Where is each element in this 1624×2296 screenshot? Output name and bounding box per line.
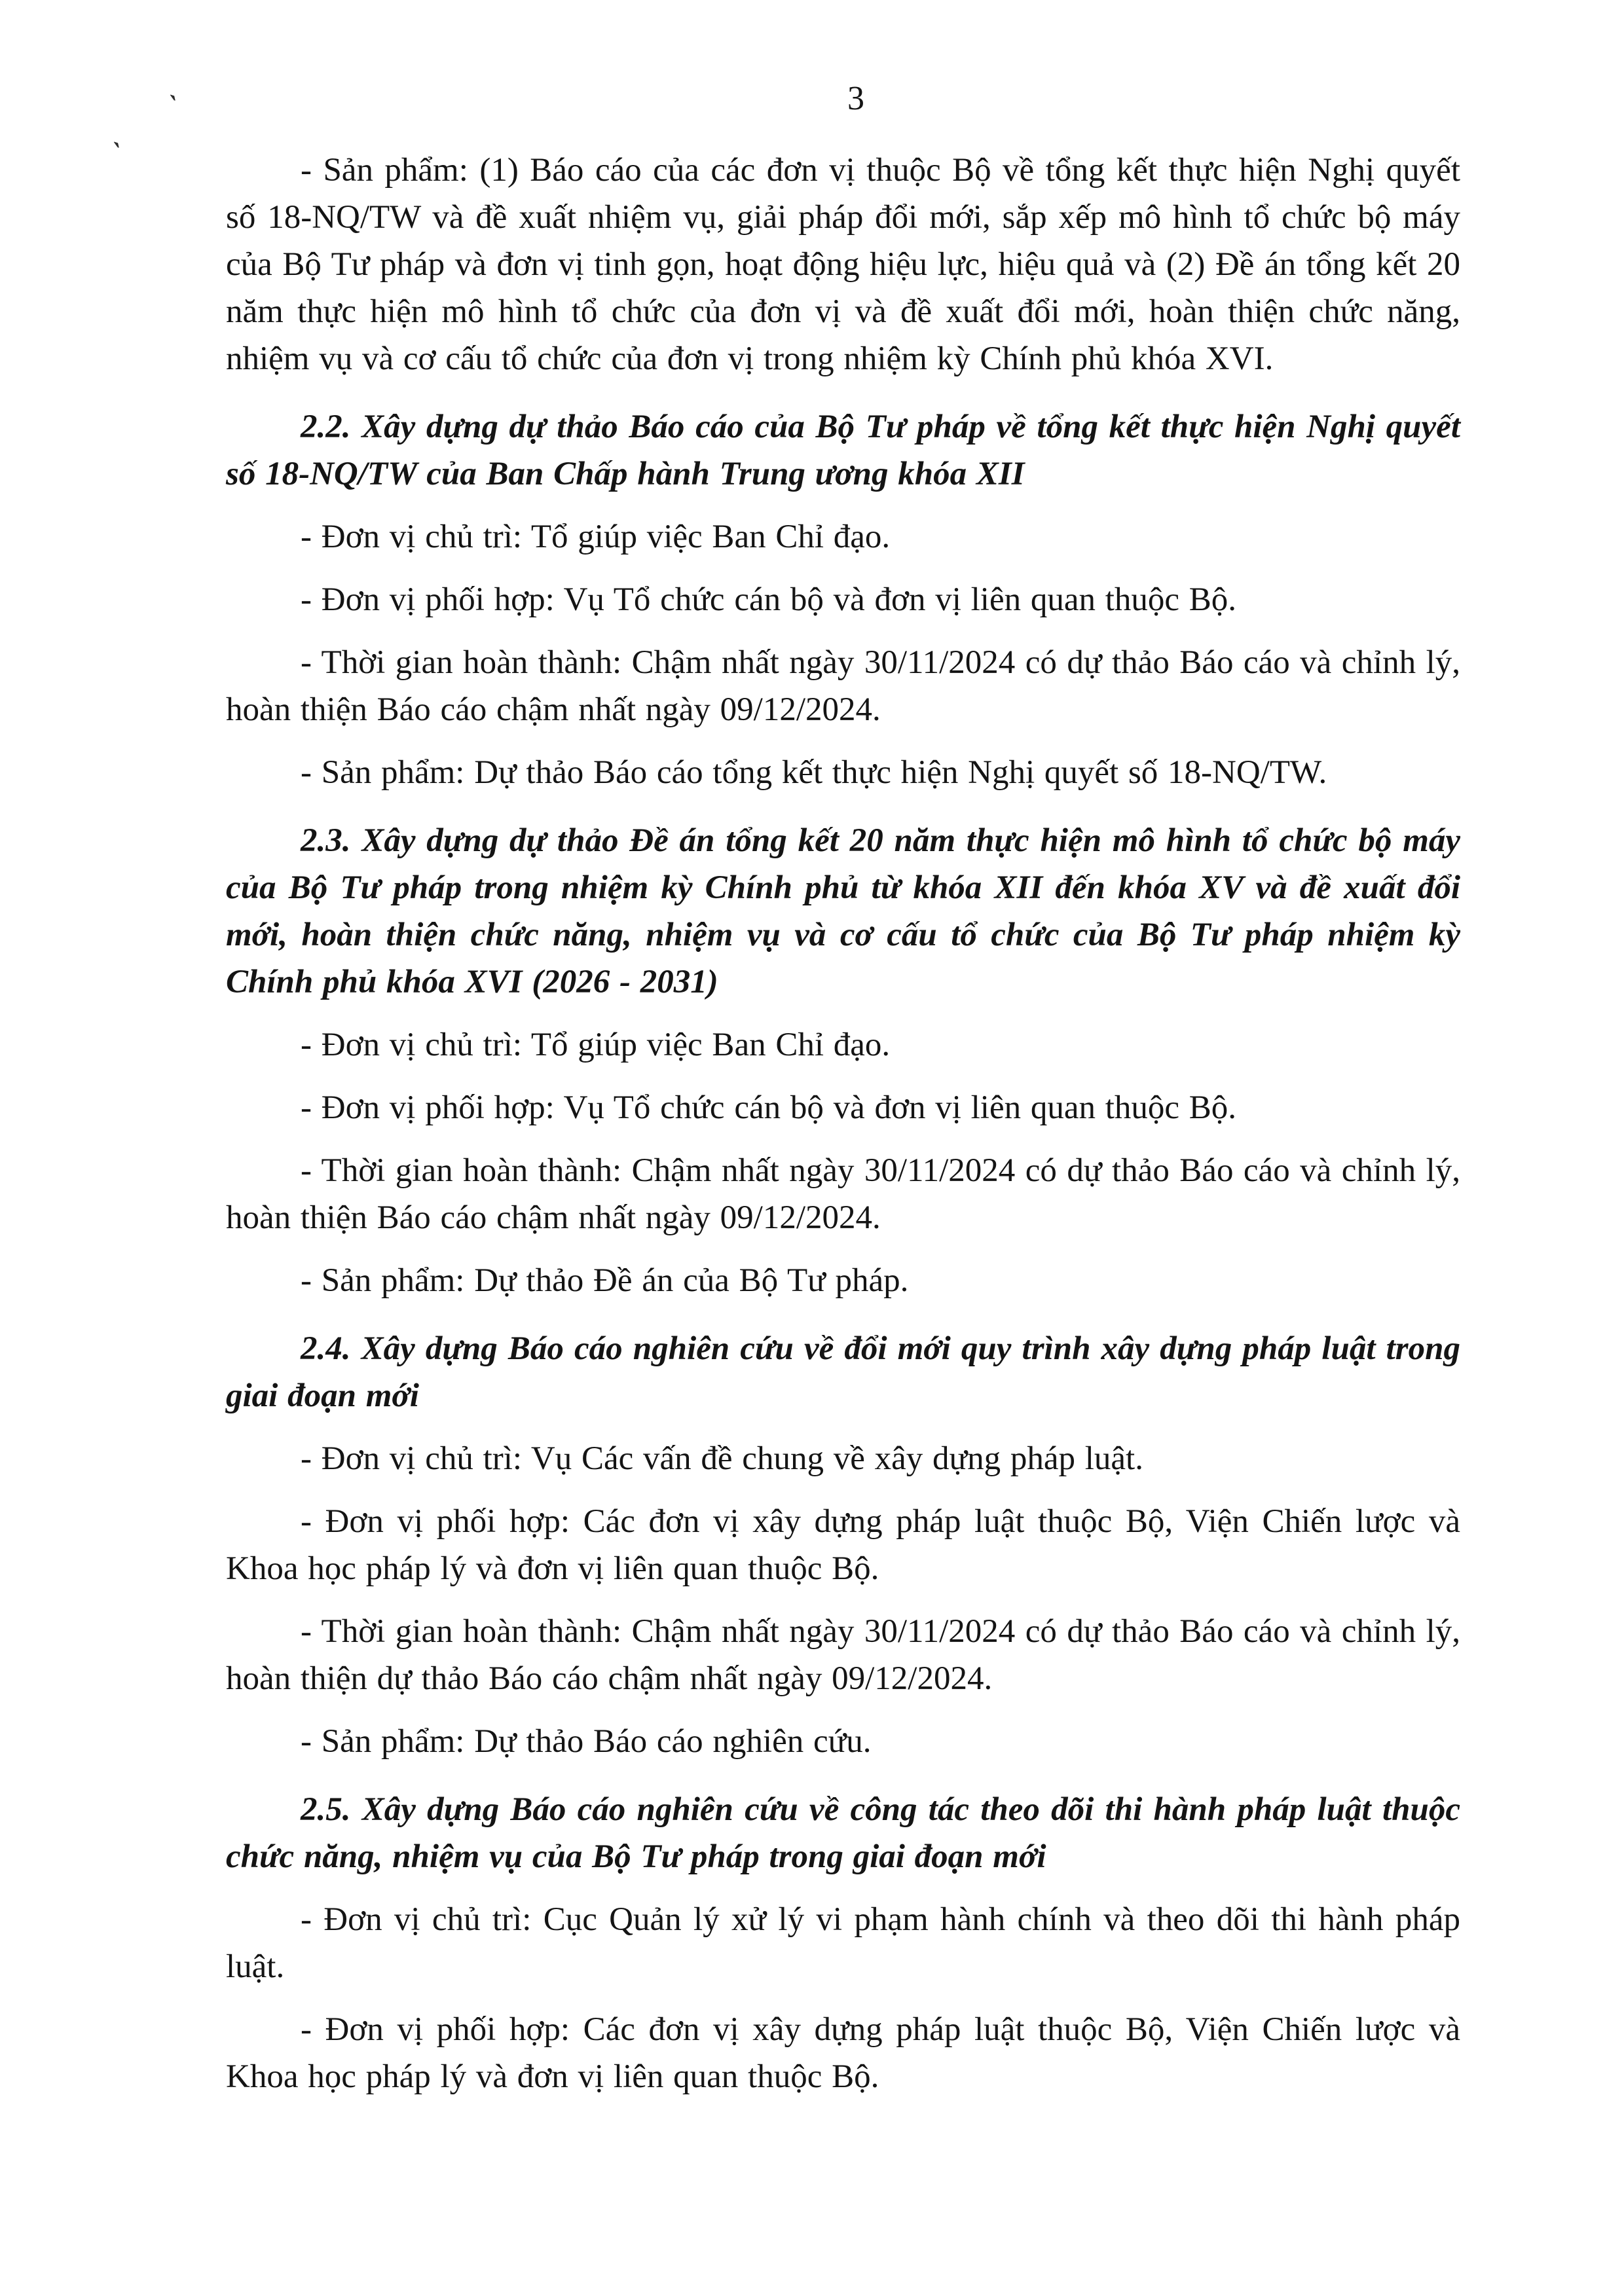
paragraph-san-pham-2-4: - Sản phẩm: Dự thảo Báo cáo nghiên cứu. xyxy=(301,1723,872,1760)
section-heading-2-2: 2.2. Xây dựng dự thảo Báo cáo của Bộ Tư pháp về tổng kết thực hiện Nghị quyết số 18-NQ/TW của Ban Chấp hành Trung ương khóa XII xyxy=(226,409,1460,492)
paragraph-thoi-gian-2-3: - Thời gian hoàn thành: Chậm nhất ngày 30/11/2024 có dự thảo Báo cáo và chỉnh lý, hoàn thiện Báo cáo chậm nhất ngày 09/12/2024. xyxy=(226,1152,1460,1236)
section-heading-2-3: 2.3. Xây dựng dự thảo Đề án tổng kết 20 năm thực hiện mô hình tổ chức bộ máy của Bộ Tư pháp trong nhiệm kỳ Chính phủ từ khóa XII đến khóa XV và đề xuất đổi mới, hoàn thiện chức năng, nhiệm vụ và cơ cấu tổ chức của Bộ Tư pháp nhiệm kỳ Chính phủ khóa XVI (2026 - 2031) xyxy=(226,822,1460,1000)
scan-artifact: ` xyxy=(104,136,124,170)
paragraph-thoi-gian-2-2: - Thời gian hoàn thành: Chậm nhất ngày 30/11/2024 có dự thảo Báo cáo và chỉnh lý, hoàn thiện Báo cáo chậm nhất ngày 09/12/2024. xyxy=(226,644,1460,728)
paragraph-don-vi-phoi-hop-2-4: - Đơn vị phối hợp: Các đơn vị xây dựng pháp luật thuộc Bộ, Viện Chiến lược và Khoa học pháp lý và đơn vị liên quan thuộc Bộ. xyxy=(226,1503,1460,1587)
paragraph-don-vi-phoi-hop-2-5: - Đơn vị phối hợp: Các đơn vị xây dựng pháp luật thuộc Bộ, Viện Chiến lược và Khoa học pháp lý và đơn vị liên quan thuộc Bộ. xyxy=(226,2011,1460,2095)
paragraph-thoi-gian-2-4: - Thời gian hoàn thành: Chậm nhất ngày 30/11/2024 có dự thảo Báo cáo và chỉnh lý, hoàn thiện dự thảo Báo cáo chậm nhất ngày 09/12/2024. xyxy=(226,1613,1460,1697)
scan-artifact: ` xyxy=(160,88,181,123)
paragraph-don-vi-chu-tri-2-5: - Đơn vị chủ trì: Cục Quản lý xử lý vi phạm hành chính và theo dõi thi hành pháp luật. xyxy=(226,1901,1460,1985)
section-heading-2-5: 2.5. Xây dựng Báo cáo nghiên cứu về công tác theo dõi thi hành pháp luật thuộc chức năng, nhiệm vụ của Bộ Tư pháp trong giai đoạn mới xyxy=(226,1791,1460,1875)
paragraph-san-pham-2-3: - Sản phẩm: Dự thảo Đề án của Bộ Tư pháp. xyxy=(301,1262,909,1299)
paragraph-san-pham-nq18: - Sản phẩm: (1) Báo cáo của các đơn vị thuộc Bộ về tổng kết thực hiện Nghị quyết số 18-NQ/TW và đề xuất nhiệm vụ, giải pháp đổi mới, sắp xếp mô hình tổ chức bộ máy của Bộ Tư pháp và đơn vị tinh gọn, hoạt động hiệu lực, hiệu quả và (2) Đề án tổng kết 20 năm thực hiện mô hình tổ chức của đơn vị và đề xuất đổi mới, hoàn thiện chức năng, nhiệm vụ và cơ cấu tổ chức của đơn vị trong nhiệm kỳ Chính phủ khóa XVI. xyxy=(226,152,1460,377)
paragraph-san-pham-2-2: - Sản phẩm: Dự thảo Báo cáo tổng kết thực hiện Nghị quyết số 18-NQ/TW. xyxy=(301,754,1327,791)
paragraph-don-vi-phoi-hop-2-3: - Đơn vị phối hợp: Vụ Tổ chức cán bộ và đơn vị liên quan thuộc Bộ. xyxy=(301,1089,1237,1126)
section-heading-2-4: 2.4. Xây dựng Báo cáo nghiên cứu về đổi mới quy trình xây dựng pháp luật trong giai đoạn mới xyxy=(226,1330,1460,1414)
document-content xyxy=(226,147,1460,2100)
page-number: 3 xyxy=(847,80,865,117)
paragraph-don-vi-chu-tri-2-3: - Đơn vị chủ trì: Tổ giúp việc Ban Chỉ đạo. xyxy=(301,1027,891,1063)
paragraph-don-vi-chu-tri-2-4: - Đơn vị chủ trì: Vụ Các vấn đề chung về xây dựng pháp luật. xyxy=(301,1440,1143,1477)
paragraph-don-vi-phoi-hop-2-2: - Đơn vị phối hợp: Vụ Tổ chức cán bộ và đơn vị liên quan thuộc Bộ. xyxy=(301,581,1237,618)
paragraph-don-vi-chu-tri-2-2: - Đơn vị chủ trì: Tổ giúp việc Ban Chỉ đạo. xyxy=(301,519,891,555)
